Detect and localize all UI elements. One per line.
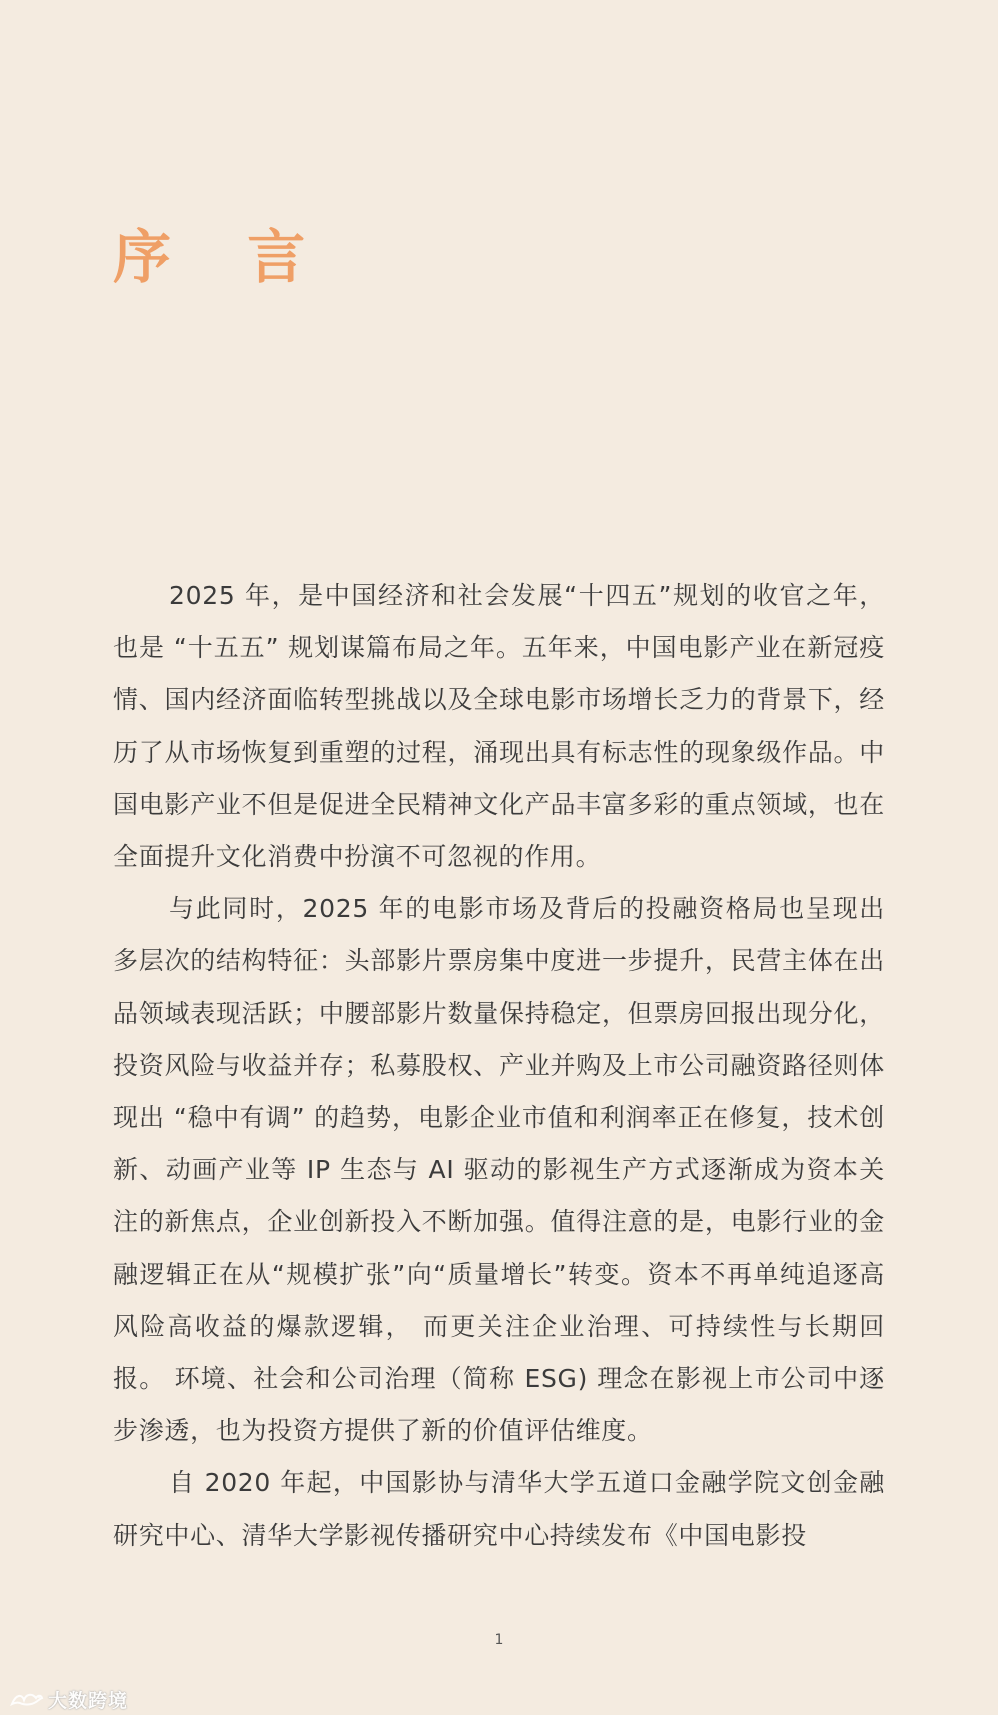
page-title: 序 言 — [113, 223, 334, 291]
paragraph-1: 2025 年，是中国经济和社会发展“十四五”规划的收官之年，也是 “十五五” 规划谋篇布局之年。五年来，中国电影产业在新冠疫情、国内经济面临转型挑战以及全球电影市场增长乏力的背景下，经历了从市场恢复到重塑的过程，涌现出具有标志性的现象级作品。中国电影产业不但是促进全民精神文化产品丰富多彩的重点领域，也在全面提升文化消费中扮演不可忽视的作用。 — [113, 581, 885, 872]
page-number: 1 — [494, 1632, 504, 1648]
watermark — [10, 1686, 128, 1713]
bird-logo-icon — [10, 1690, 44, 1710]
paragraph-2: 与此同时，2025 年的电影市场及背后的投融资格局也呈现出多层次的结构特征：头部影片票房集中度进一步提升，民营主体在出品领域表现活跃；中腰部影片数量保持稳定，但票房回报出现分化，投资风险与收益并存；私募股权、产业并购及上市公司融资路径则体现出 “稳中有调” 的趋势，电影企业市值和利润率正在修复，技术创新、动画产业等 IP 生态与 AI 驱动的影视生产方式逐渐成为资本关注的新焦点，企业创新投入不断加强。值得注意的是，电影行业的金融逻辑正在从“规模扩张”向“质量增长”转变。资本不再单纯追逐高风险高收益的爆款逻辑， 而更关注企业治理、可持续性与长期回报。 环境、社会和公司治理（简称 ESG) 理念在影视上市公司中逐步渗透，也为投资方提供了新的价值评估维度。 — [113, 894, 885, 1446]
watermark-text: 大数跨境 — [48, 1690, 129, 1712]
paragraph-3: 自 2020 年起，中国影协与清华大学五道口金融学院文创金融研究中心、清华大学影视传播研究中心持续发布《中国电影投 — [113, 1468, 885, 1550]
body-text — [113, 570, 885, 1562]
